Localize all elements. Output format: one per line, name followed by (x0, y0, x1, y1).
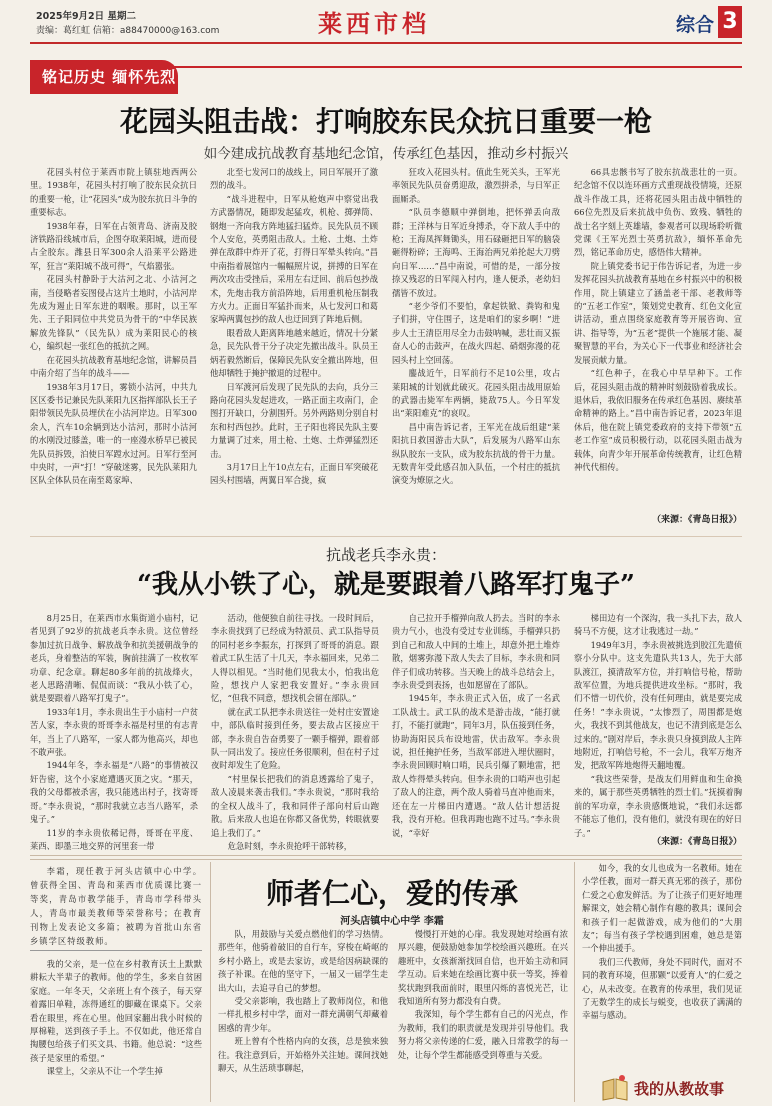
paragraph: 受父亲影响，我也踏上了教师岗位，和他一样扎根乡村中学，面对一群充满朝气却藏着困惑的青少年。 (218, 996, 388, 1033)
article3-col4 (582, 862, 742, 1066)
article2-kicker: 抗战老兵李永贵： (325, 546, 446, 564)
article2-source: （来源：《青岛日报》） (651, 837, 742, 847)
divider-2 (30, 855, 742, 860)
col-divider (574, 862, 575, 1102)
article1-subtitle: 如今建成抗战教育基地纪念馆，传承红色基因，推动乡村振兴 (203, 146, 569, 162)
paragraph: 如今，我的女儿也成为一名教师。她在小学任教，面对一群天真无邪的孩子，那份仁爱之心愈发鲜活。为了让孩子们更好地理解课文，她会精心制作有趣的教具；课间会和孩子们一起做游戏，成为他们的“大朋友”；每当有孩子学校遇到困难，她总是第一个伸出援手。 (582, 863, 742, 954)
paragraph: 院上镇党委书记于伟告诉记者，为进一步发挥花园头抗战教育基地在乡村振兴中的积极作用，院上镇建立了涵盖老干部、老教师等的“五老工作室”，策划党史教育、红色文化宣讲活动，重点围绕家庭教育等开展咨询、宣讲、指导等，为“五老”提供一个施展才能、凝聚智慧的平台，为关心下一代事业和经济社会发展贡献力量。 (574, 260, 742, 365)
paragraph: “老少爷们不要怕，拿起铁锨、粪钩和鬼子们拼，守住围子，这是咱们的家乡啊！”进步人士王清臣用尽全力击鼓呐喊，悲壮而又振奋人心的击鼓声，在战火四起、硝烟弥漫的花园头村上空回荡。 (392, 301, 560, 365)
paragraph: “村里保长把我们的消息透露给了鬼子，敌人凌晨来袭击我们。”李永贵说，“那时我给的全权人战斗了，我和同伴子部向村后山跑散。后来敌人也追在你都又备优势，转眼就要追上我们了。” (211, 773, 379, 838)
article1-col2 (210, 166, 378, 530)
paragraph: 危急时刻，李永贵抢呼干部转移， (227, 840, 353, 851)
paragraph: 花园头村静卧于大沽河之北、小沽河之南，当侵略者妄图侵占这片土地时，小沽河岸先成为遏止日军东进的咽喉。那时，以王军先、王子阳同位中共党员为骨干的“中华民族解放先锋队”（民先队）成为莱阳民心的核心，编织起一张红色的抵抗之网。 (30, 274, 197, 352)
paragraph: 3月17日上午10点左右，正面日军突破花园头村围墙，两翼日军合拢，疯 (210, 461, 378, 486)
paragraph: 66具忠骸书写了胶东抗战悲壮的一页。纪念馆不仅以连环画方式重现战役情境，还原战斗作战工具，还将花园头阻击战中牺牲的66位先烈及后来抗战中负伤、致残、牺牲的战士名字刻上英雄墙，参观者可以现场聆听微党课《王军光烈士英勇抗敌》，缅怀革命先烈，铭记革命历史，感悟伟大精神。 (574, 167, 742, 258)
paragraph: 在花园头抗战教育基地纪念馆，讲解员昌中南介绍了当年的战斗—— (30, 354, 197, 379)
paragraph: 1938年3月17日，雾锁小沽河，中共九区区委书记兼民先队莱阳九区指挥部队长王子阳带领民先队员埋伏在小沽河岸边。日军300余人，汽车10余辆到达小沽河，那时小沽河的水刚没过膝盖，唯一的一座漫水桥早已被民先队员拆毁，泊使日军蹚水过河。日军行至河中央时，一声“打！”穿破迷雾，民先队莱阳九区队全体队员在南至葛家埠、 (30, 381, 197, 486)
masthead-rule (30, 42, 742, 44)
paragraph: 8月25日，在莱西市水集街道小庙村，记者见到了92岁的抗战老兵李永贵。这位曾经参加过抗日战争、解放战争和抗美援朝战争的老兵，身着整洁的军装，胸前挂满了一枚枚军功章、纪念章。聊起80多年前的抗战烽火，老人思路清晰、侃侃而谈：“我从小铁了心，就是要跟着八路军打鬼子”。 (30, 613, 198, 704)
article1-col3 (392, 166, 560, 530)
paragraph: 自己拉开手榴弹向敌人扔去。当时的李永贵力气小，也没有受过专业训练，手榴弹只扔到自己和敌人中间的土堆上，却意外把土堆炸散，烟雾弥漫下敌人失去了目标，李永贵和同伴子们成功转移。当天晚上的战斗总结会上，李永贵受到表扬，也如愿留在了部队。 (392, 613, 560, 691)
paragraph: 1944年冬，李永福是“八路”的事情被汉奸告密，这个小家庭遭遇灭顶之灾。“那天，我的父母都被杀害，我只能逃出村子，找寄哥哥。”李永贵说，“那时我就立志当八路军，杀鬼子。” (30, 760, 198, 825)
article1-col1 (30, 166, 197, 530)
article2-col3 (392, 612, 560, 852)
paragraph: “战斗进程中，日军从枪炮声中察觉出我方武器情况，随即发起猛攻，机枪、掷弹筒、钢炮一齐向我方阵地猛扫猛炸。民先队员不顾个人安危，英勇阻击敌人。土枪、土炮、土炸弹在敌群中炸开了花，打得日军晕头转向。”昌中南指着展馆内一幅幅照片说，拼搏的日军在两次攻击受挫后，采用左右迂回、前后包抄战术，先炮击我方前沿阵地，后用重机枪压制我方火力。正面日军猛扑而来，从七发河口和葛家埠两翼包抄的敌人也迂回到了阵地后侧。 (210, 193, 378, 325)
paragraph: 我深知，每个学生都有自己的闪光点，作为教师，我们的职责就是发现并引导他们。我努力将父亲传递的仁爱，融入日常教学的每一处，让每个学生都能感受到尊重与关爱。 (398, 1009, 568, 1060)
paragraph: 狂攻入花园头村。值此生死关头，王军光率领民先队员奋勇迎敌，激烈拼杀，与日军正面厮杀。 (392, 167, 560, 204)
paragraph: “我这些荣誉，是战友们用鲜血和生命换来的，属于那些英勇牺牲的烈士们。”抚摸着胸前的军功章，李永贵感慨地说，“我们永远都不能忘了他们，没有他们，就没有现在的好日子。” (574, 773, 742, 838)
article1-source: （来源：《青岛日报》） (651, 515, 742, 525)
article2-col4 (574, 612, 742, 838)
paragraph: 花园头村位于莱西市院上镇驻地西两公里。1938年，花园头村打响了胶东民众抗日的重要一枪，让“花园头”成为胶东抗日斗争的重要标志。 (30, 167, 197, 218)
column-logo-text: 我的从教故事 (634, 1080, 725, 1098)
paragraph: 1949年3月，李永贵被挑选到胶江先遣侦察小分队中。这支先遣队共13人，先于大部队渡江，摸清敌军方位，并打响信号枪，帮助敌军位置，为地兵提供进攻坐标。“那时，我们不惜一切代价，没有任何理由，就是要完成任务！”李永贵说，“太惨烈了，周围都是炮火，我找不到其他战友，也记不清到底是怎么过来的。”剧对岸后，李永贵只身摸到敌人主阵地附近，打响信号枪，不一会儿，我军万炮齐发，把敌军阵地炮得天翻地覆。 (574, 639, 742, 771)
intro-bottom-rule (30, 950, 202, 951)
paragraph: 11岁的李永贵依稀记得，哥哥在平度、莱西、即墨三地交界的河里套一带 (30, 827, 198, 851)
masthead-editor: 责编：葛红虹 信箱：a88470000@163.com (36, 26, 220, 36)
article2-col1 (30, 612, 198, 852)
paragraph: 慢慢打开她的心扉。我发现她对绘画有浓厚兴趣，便鼓励她参加学校绘画兴趣班。在兴趣班中，女孩渐渐找回自信，也开始主动和同学互动。后来她在绘画比赛中获一等奖，捧着奖状跑到我面前时，眼里闪烁的喜悦光芒，让我知道所有努力都没有白费。 (398, 929, 568, 1007)
masthead-logo: 莱西市档 (318, 9, 430, 38)
paragraph: 鏖战近午，日军前行不足10公里，攻占莱阳城的计划就此破灭。花园头阻击战用原始的武器击毙军车两辆，毙敌75人。今日军发出“莱阳难克”的哀叹。 (392, 368, 560, 419)
section-name: 综合 (676, 14, 715, 36)
paragraph: 队，用鼓励与关爱点燃他们的学习热情。那些年，他骑着破旧的自行车，穿梭在崎岖的乡村小路上，或是去家访，或是给因病缺课的孩子补课。在他的坚守下，一届又一届学生走出大山，去追寻自己的梦想。 (218, 929, 388, 993)
paragraph: 1945年，李永贵正式入伍，成了一名武工队战士。武工队的战术是游击战，“能打就打，不能打就跑”，同年3月，队伍接到任务，协助海阳民兵布设地雷，伏击敌军。李永贵说，担任掩护任务，当敌军部进入埋伏圈时，李永贵回顾时响口哨，民兵引爆了颗地雷，把敌人炸得晕头转向。但李永贵的口哨声也引起了敌人的注意，两个敌人骑着马直冲他而来，还在左一片梯田内遭遇。“敌人估计想活捉我，没有开枪。但我再跑也跑不过马。”李永贵说，“幸好 (392, 693, 560, 838)
article1-col4 (574, 166, 742, 506)
paragraph: 就在武工队把李永贵送往一处村庄安置途中，部队临时接到任务，要去敌占区接应干部，李永贵自告奋勇要了一颗手榴弹，跟着部队一同出发了。接应任务很顺利，但在村子过夜时却发生了危险。 (211, 706, 379, 771)
paragraph: 北至七发河口的战线上，同日军展开了激烈的战斗。 (210, 167, 378, 191)
masthead-date: 2025年9月2日 星期二 (36, 11, 136, 22)
article1-title: 花园头阻击战：打响胶东民众抗日重要一枪 (119, 105, 652, 138)
paragraph: 课堂上，父亲从不让一个学生掉 (46, 1066, 163, 1077)
paragraph: 1938年春，日军在占领青岛、济南及胶济铁路沿线城市后，企图夺取莱阳城，进而侵占全胶东。潍县日军300余人沿莱平公路进军，狂言“莱阳城不战可得”，气焰嚣张。 (30, 220, 197, 271)
page-number: 3 (718, 6, 742, 38)
paragraph: 梯田边有一个深沟，我一头扎下去，敌人骑马不方便，这才让我逃过一劫。” (574, 613, 742, 637)
paragraph: 我们三代教师，身处不同时代，面对不同的教育环境，但那颗“以爱育人”的仁爱之心，从未改变。在教育的传承里，我们见证了无数学生的成长与蜕变，也收获了满满的幸福与感动。 (582, 956, 742, 1021)
paragraph: 我的父亲，是一位在乡村教育沃土上默默耕耘大半辈子的教师。他的学生，多来自贫困家庭。一年冬天，父亲班上有个孩子，每天穿着露旧单鞋，冻得通红的脚藏在课桌下。父亲看在眼里，疼在心里。他回家翻出我小时候的厚棉鞋，送到孩子手上。不仅如此，他还常自掏腰包给孩子们买文具、书籍。他总说：“这些孩子是家里的希望。” (30, 959, 202, 1063)
article3-byline: 河头店镇中心中学 李霜 (340, 916, 444, 927)
article3-col3 (398, 928, 568, 1104)
article3-title: 师者仁心，爱的传承 (265, 877, 518, 910)
book-icon (600, 1074, 630, 1102)
article2-col2 (211, 612, 379, 852)
divider-1 (30, 536, 742, 537)
article3-intro (30, 864, 202, 948)
article3-intro-text: 李霜，现任教于河头店镇中心中学。曾获得全国、青岛和莱西市优质课比赛一等奖，青岛市教学能手，青岛市学科带头人，青岛市最美教师等荣誉称号；在教育刊物上发表论文多篇；被聘为首批山东省乡镇学区特级教师。 (30, 866, 202, 946)
paragraph: “红色种子，在我心中早早种下。工作后，花园头阻击战的精神时刻鼓励着我成长。退休后，我依旧服务在传承红色基因、赓续革命精神的路上。”昌中南告诉记者，2023年退休后，他在院上镇党委政府的支持下带领“五老工作室”成员积极行动，以花园头阻击战为载体，向青少年开展革命传统教育，让红色精神代代相传。 (574, 368, 742, 472)
column-logo (600, 1074, 750, 1102)
paragraph: 班上曾有个性格内向的女孩，总是独来独往。我注意到后，开始格外关注她。课间找她聊天，从生活琐事聊起， (218, 1036, 388, 1074)
banner-label: 铭记历史 缅怀先烈 (42, 68, 177, 86)
paragraph: 活动，他便独自前往寻找。一段时间后，李永贵找到了已经成为特派员、武工队指导员的同村老乡李振东，打探到了哥哥的消息。跟着武工队生活了十几天，李永福回来，兄弟二人得以相见。“当时他们见我太小，怕我出危险，想找户人家把我安置好。”李永贵回忆，“但我不同意，想找机会留在部队。” (211, 613, 379, 704)
article3-col2 (218, 928, 388, 1104)
article3-col1 (30, 958, 202, 1104)
paragraph: 眼看敌人距离阵地越来越近，情况十分紧急，民先队骨干分子决定先撤出战斗。队员王炳若毅然断后，保障民先队安全撤出阵地，但他却牺牲于掩护撤退的过程中。 (210, 327, 378, 379)
paragraph: 日军渡河后发现了民先队的去向，兵分三路向花园头发起进攻，一路正面主攻南门，企图打开缺口，分割围歼。另外两路则分别自村东和村西包抄。此时，王子阳也将民先队主要力量调了过来，用土枪、土炮、土炸弹猛烈还击。 (210, 381, 378, 459)
article2-title: “我从小铁了心，就是要跟着八路军打鬼子” (137, 570, 635, 600)
paragraph: 昌中南告诉记者，王军光在战后组建“莱阳抗日救国游击大队”，后发展为八路军山东纵队胶东一支队，成为胶东抗战的骨干力量。无数青年受此感召加入队伍，一个村庄的抵抗演变为燎原之火。 (392, 421, 560, 486)
paragraph: 1933年1月，李永贵出生于小庙村一户贫苦人家，李永贵的哥哥李永福是村里的有志青年，当上了八路军，一家人都为他高兴，却也不敢声张。 (30, 706, 198, 758)
paragraph: “队员李德顺中弹倒地，把怀弹丢向敌群；王洋林与日军近身搏杀，夺下敌人手中的枪；王海凤挥舞锄头，用石碌砸把日军的脑袋砸得粉碎；王海鸣、王海治两兄弟抡起大刀劈向日军……”昌中南说，可惜的是，一部分按捺又残忍的日军闯入村内，逢人便杀，老幼妇孺皆不放过。 (392, 207, 560, 298)
